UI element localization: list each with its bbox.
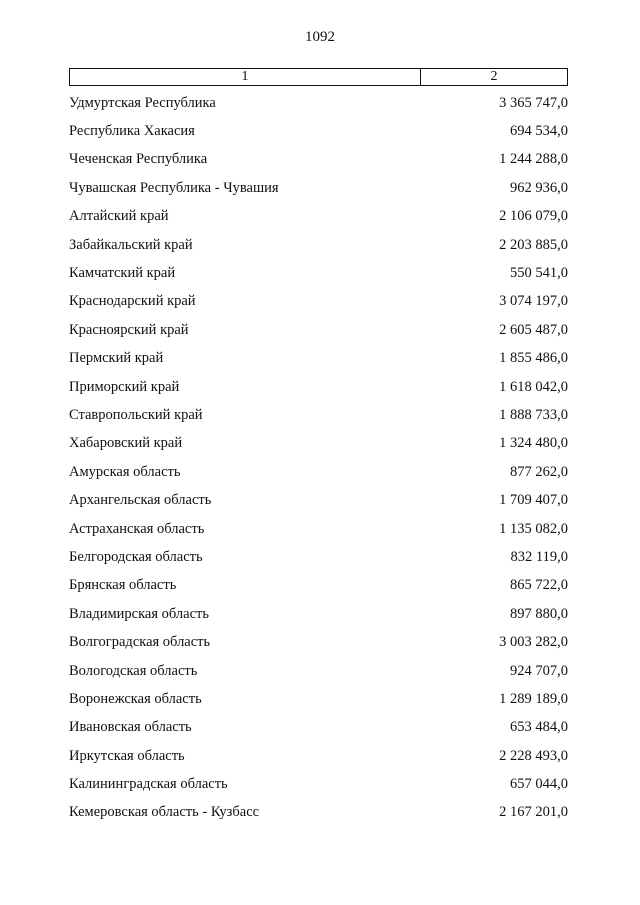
region-value: 550 541,0: [510, 265, 568, 282]
region-value: 2 167 201,0: [499, 804, 568, 821]
region-name: Архангельская область: [69, 492, 212, 509]
table-row: [69, 685, 568, 713]
table-row: [69, 543, 568, 571]
table-row: [69, 572, 568, 600]
region-name: Краснодарский край: [69, 293, 196, 310]
region-name: Белгородская область: [69, 548, 203, 565]
page-number: 1092: [305, 29, 335, 45]
region-value: 962 936,0: [510, 179, 568, 196]
region-name: Республика Хакасия: [69, 123, 195, 140]
region-value: 877 262,0: [510, 463, 568, 480]
region-value: 3 074 197,0: [499, 293, 568, 310]
region-value: 1 888 733,0: [499, 406, 568, 423]
region-name: Калининградская область: [69, 776, 228, 793]
region-value: 2 228 493,0: [499, 747, 568, 764]
region-name: Камчатский край: [69, 265, 176, 282]
table-header: [69, 68, 568, 86]
table-row: [69, 373, 568, 401]
region-name: Астраханская область: [69, 520, 205, 537]
region-name: Волгоградская область: [69, 634, 211, 651]
region-name: Чеченская Республика: [69, 151, 208, 168]
table-row: [69, 742, 568, 770]
table-row: [69, 657, 568, 685]
region-name: Владимирская область: [69, 605, 209, 622]
table-row: [69, 288, 568, 316]
region-value: 3 003 282,0: [499, 634, 568, 651]
column-header-2: 2: [490, 69, 498, 84]
region-value: 657 044,0: [510, 776, 568, 793]
table-row: [69, 259, 568, 287]
region-value: 694 534,0: [510, 123, 568, 140]
column-header-1: 1: [70, 69, 421, 85]
region-name: Алтайский край: [69, 208, 169, 225]
region-name: Вологодская область: [69, 662, 198, 679]
table-row: [69, 345, 568, 373]
region-value: 924 707,0: [510, 662, 568, 679]
table-row: [69, 430, 568, 458]
region-value: 2 605 487,0: [499, 321, 568, 338]
region-name: Ивановская область: [69, 719, 192, 736]
table-row: [69, 486, 568, 514]
table-row: [69, 174, 568, 202]
table-row: [69, 203, 568, 231]
table-row: [69, 714, 568, 742]
region-value: 1 244 288,0: [499, 151, 568, 168]
region-name: Чувашская Республика - Чувашия: [69, 179, 279, 196]
region-name: Удмуртская Республика: [69, 94, 216, 111]
table-row: [69, 628, 568, 656]
region-value: 1 289 189,0: [499, 690, 568, 707]
region-name: Кемеровская область - Кузбасс: [69, 804, 260, 821]
region-name: Забайкальский край: [69, 236, 193, 253]
table-row: [69, 799, 568, 827]
table-row: [69, 117, 568, 145]
region-value: 653 484,0: [510, 719, 568, 736]
region-name: Красноярский край: [69, 321, 189, 338]
table-row: [69, 231, 568, 259]
table-row: [69, 316, 568, 344]
region-value: 1 855 486,0: [499, 350, 568, 367]
region-name: Иркутская область: [69, 747, 185, 764]
table-row: [69, 515, 568, 543]
region-value: 2 203 885,0: [499, 236, 568, 253]
table-row: [69, 401, 568, 429]
region-name: Воронежская область: [69, 690, 202, 707]
table-body: [69, 89, 568, 827]
region-value: 1 324 480,0: [499, 435, 568, 452]
region-value: 865 722,0: [510, 577, 568, 594]
region-value: 3 365 747,0: [499, 94, 568, 111]
region-value: 832 119,0: [510, 548, 568, 565]
region-value: 897 880,0: [510, 605, 568, 622]
region-value: 2 106 079,0: [499, 208, 568, 225]
region-name: Ставропольский край: [69, 406, 203, 423]
table-row: [69, 770, 568, 798]
table-row: [69, 146, 568, 174]
region-name: Пермский край: [69, 350, 164, 367]
table-row: [69, 600, 568, 628]
region-name: Хабаровский край: [69, 435, 183, 452]
region-value: 1 709 407,0: [499, 492, 568, 509]
table-row: [69, 458, 568, 486]
region-value: 1 135 082,0: [499, 520, 568, 537]
region-name: Амурская область: [69, 463, 181, 480]
table-row: [69, 89, 568, 117]
region-value: 1 618 042,0: [499, 378, 568, 395]
region-name: Брянская область: [69, 577, 177, 594]
region-name: Приморский край: [69, 378, 180, 395]
